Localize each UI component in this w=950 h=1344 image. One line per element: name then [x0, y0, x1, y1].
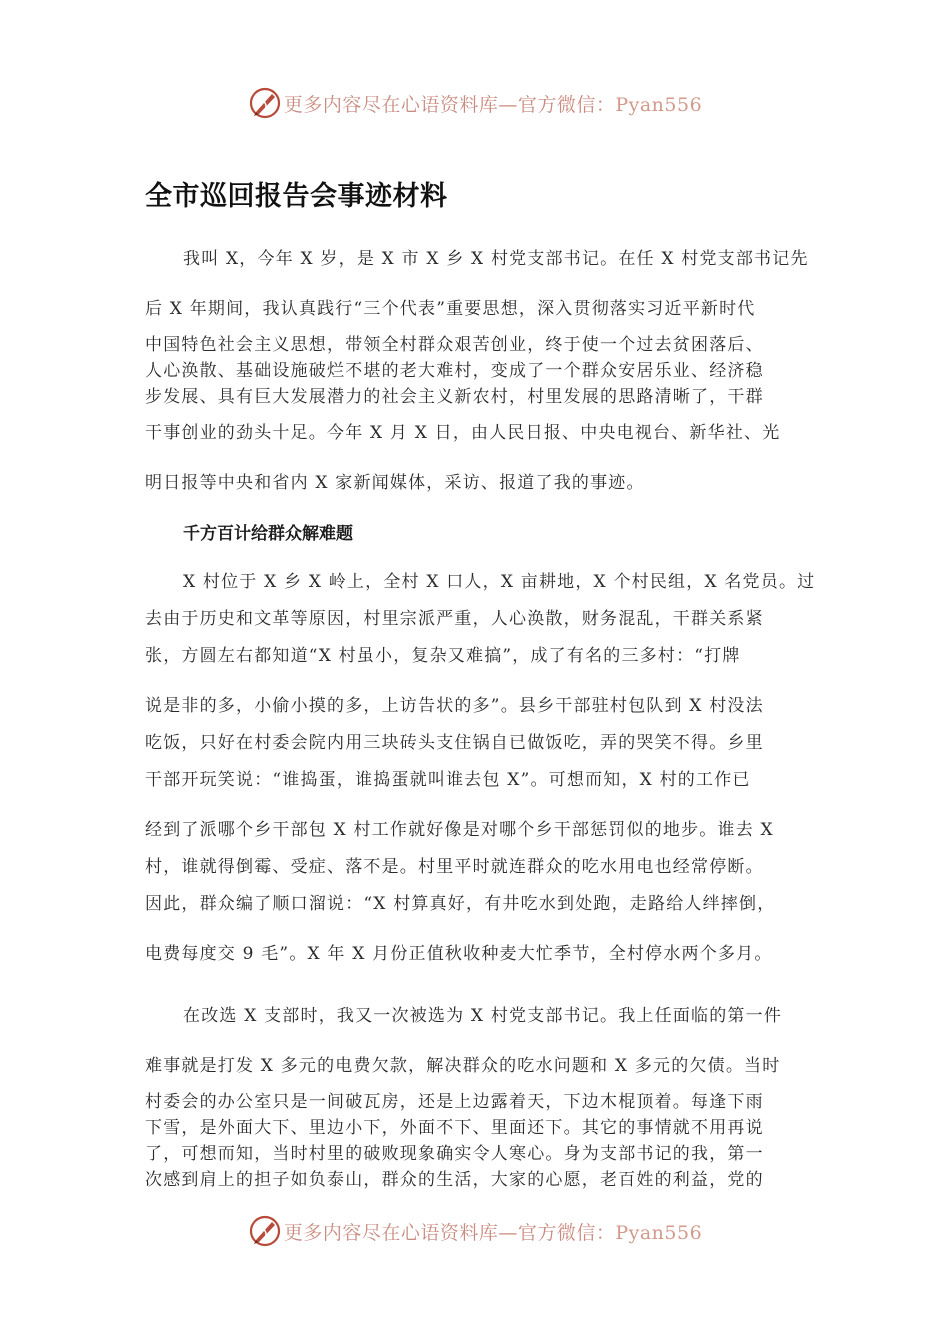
text-line: 在改选 X 支部时，我又一次被选为 X 村党支部书记。我上任面临的第一件 [183, 1006, 783, 1026]
text-line: 人心涣散、基础设施破烂不堪的老大难村，变成了一个群众安居乐业、经济稳 [145, 361, 764, 381]
text-line: 因此，群众编了顺口溜说：“X 村算真好，有井吃水到处跑，走路给人绊摔倒， [145, 894, 776, 914]
text-line: 了，可想而知，当时村里的破败现象确实令人寒心。身为支部书记的我，第一 [145, 1144, 764, 1164]
text-line: 经到了派哪个乡干部包 X 村工作就好像是对哪个乡干部惩罚似的地步。谁去 X [145, 820, 774, 840]
text-line: 明日报等中央和省内 X 家新闻媒体，采访、报道了我的事迹。 [145, 473, 645, 493]
section-heading: 千方百计给群众解难题 [183, 524, 353, 544]
text-line: 干事创业的劲头十足。今年 X 月 X 日，由人民日报、中央电视台、新华社、光 [145, 423, 781, 443]
footer-watermark [0, 1211, 950, 1251]
watermark-text: 更多内容尽在心语资料库—官方微信： [283, 1221, 616, 1244]
watermark-wechat: Pyan556 [615, 1221, 703, 1244]
text-line: 村，谁就得倒霉、受症、落不是。村里平时就连群众的吃水用电也经常停断。 [145, 857, 764, 877]
text-line: 下雪，是外面大下、里边小下，外面不下、里面还下。其它的事情就不用再说 [145, 1118, 764, 1138]
text-line: X 村位于 X 乡 X 岭上，全村 X 口人，X 亩耕地，X 个村民组，X 名党员。过 [183, 572, 816, 592]
text-line: 说是非的多，小偷小摸的多，上访告状的多”。县乡干部驻村包队到 X 村没法 [145, 696, 764, 716]
text-line: 村委会的办公室只是一间破瓦房，还是上边露着天，下边木棍顶着。每逢下雨 [145, 1092, 764, 1112]
text-line: 吃饭，只好在村委会院内用三块砖头支住锅自已做饭吃，弄的哭笑不得。乡里 [145, 733, 764, 753]
text-line: 我叫 X，今年 X 岁，是 X 市 X 乡 X 村党支部书记。在任 X 村党支部书记先 [183, 249, 809, 269]
text-line: 干部开玩笑说：“谁捣蛋，谁捣蛋就叫谁去包 X”。可想而知，X 村的工作已 [145, 770, 751, 790]
text-line: 后 X 年期间，我认真践行“三个代表”重要思想，深入贯彻落实习近平新时代 [145, 299, 756, 319]
page-title: 全市巡回报告会事迹材料 [145, 181, 448, 212]
text-line: 电费每度交 9 毛”。X 年 X 月份正值秋收种麦大忙季节，全村停水两个多月。 [145, 944, 773, 964]
text-line: 次感到肩上的担子如负泰山，群众的生活，大家的心愿，老百姓的利益，党的 [145, 1170, 764, 1190]
text-line: 难事就是打发 X 多元的电费欠款，解决群众的吃水问题和 X 多元的欠债。当时 [145, 1056, 781, 1076]
text-line: 中国特色社会主义思想，带领全村群众艰苦创业，终于使一个过去贫困落后、 [145, 335, 764, 355]
text-line: 张，方圆左右都知道“X 村虽小，复杂又难搞”，成了有名的三多村：“打牌 [145, 646, 741, 666]
text-line: 去由于历史和文革等原因，村里宗派严重，人心涣散，财务混乱，干群关系紧 [145, 609, 764, 629]
header-watermark [0, 83, 950, 123]
watermark-text: 更多内容尽在心语资料库—官方微信： [283, 93, 616, 116]
pen-logo-icon [248, 86, 282, 120]
watermark-wechat: Pyan556 [615, 93, 703, 116]
text-line: 步发展、具有巨大发展潜力的社会主义新农村，村里发展的思路清晰了，干群 [145, 387, 764, 407]
pen-logo-icon [248, 1214, 282, 1248]
